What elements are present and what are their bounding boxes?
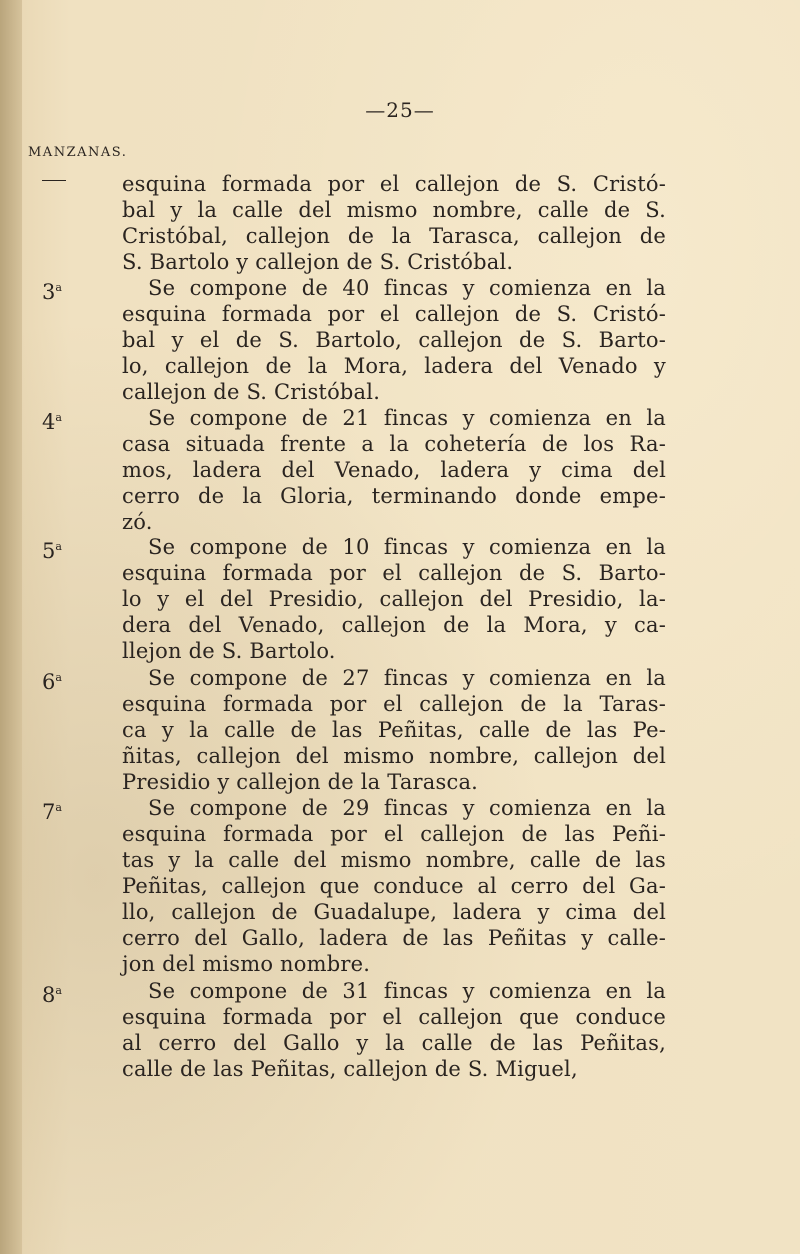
text-line: ñitas, callejon del mismo nombre, callejon del [122, 744, 666, 768]
manzana-number: 4$^a$ [42, 410, 62, 434]
text-line: dera del Venado, callejon de la Mora, y ca- [122, 613, 666, 637]
text-line: tas y la calle del mismo nombre, calle de las [122, 848, 666, 872]
text-line: esquina formada por el callejon de las Peñi- [122, 822, 666, 846]
text-line: ca y la calle de las Peñitas, calle de las Pe- [122, 718, 666, 742]
text-line: Se compone de 21 fincas y comienza en la [148, 406, 666, 430]
text-line: Peñitas, callejon que conduce al cerro del Ga- [122, 874, 666, 898]
text-line: jon del mismo nombre. [122, 952, 371, 976]
text-line: callejon de S. Cristóbal. [122, 380, 381, 404]
text-line: cerro del Gallo, ladera de las Peñitas y calle- [122, 926, 666, 950]
text-line: S. Bartolo y callejon de S. Cristóbal. [122, 250, 514, 274]
text-line: esquina formada por el callejon de S. Cristó- [122, 172, 666, 196]
manzana-number: 7$^a$ [42, 800, 62, 824]
text-line: llejon de S. Bartolo. [122, 639, 336, 663]
text-line: esquina formada por el callejon de S. Barto- [122, 561, 666, 585]
text-line: casa situada frente a la cohetería de los Ra- [122, 432, 666, 456]
page-binding-shadow [0, 0, 22, 1254]
text-line: cerro de la Gloria, terminando donde empe- [122, 484, 666, 508]
text-line: llo, callejon de Guadalupe, ladera y cima del [122, 900, 666, 924]
text-line: esquina formada por el callejon de S. Cristó- [122, 302, 666, 326]
text-line: Se compone de 29 fincas y comienza en la [148, 796, 666, 820]
manzana-number: 6$^a$ [42, 670, 62, 694]
text-line: calle de las Peñitas, callejon de S. Miguel, [122, 1057, 578, 1081]
text-line: Cristóbal, callejon de la Tarasca, callejon de [122, 224, 666, 248]
margin-heading: MANZANAS. [28, 145, 128, 160]
text-line: lo, callejon de la Mora, ladera del Venado y [122, 354, 666, 378]
text-line: Presidio y callejon de la Tarasca. [122, 770, 479, 794]
text-line: Se compone de 40 fincas y comienza en la [148, 276, 666, 300]
manzana-number: 8$^a$ [42, 983, 62, 1007]
text-line: esquina formada por el callejon que conduce [122, 1005, 666, 1029]
text-line: zó. [122, 510, 153, 534]
text-line: Se compone de 31 fincas y comienza en la [148, 979, 666, 1003]
text-line: Se compone de 10 fincas y comienza en la [148, 535, 666, 559]
text-line: al cerro del Gallo y la calle de las Peñitas, [122, 1031, 666, 1055]
manzana-number: 5$^a$ [42, 539, 62, 563]
text-line: bal y la calle del mismo nombre, calle de S. [122, 198, 666, 222]
text-line: mos, ladera del Venado, ladera y cima del [122, 458, 666, 482]
margin-dash [42, 180, 66, 181]
text-line: esquina formada por el callejon de la Taras- [122, 692, 666, 716]
text-line: bal y el de S. Bartolo, callejon de S. Barto- [122, 328, 666, 352]
text-line: Se compone de 27 fincas y comienza en la [148, 666, 666, 690]
manzana-number: 3$^a$ [42, 280, 62, 304]
page-number: —25— [365, 98, 435, 122]
text-line: lo y el del Presidio, callejon del Presidio, la- [122, 587, 666, 611]
